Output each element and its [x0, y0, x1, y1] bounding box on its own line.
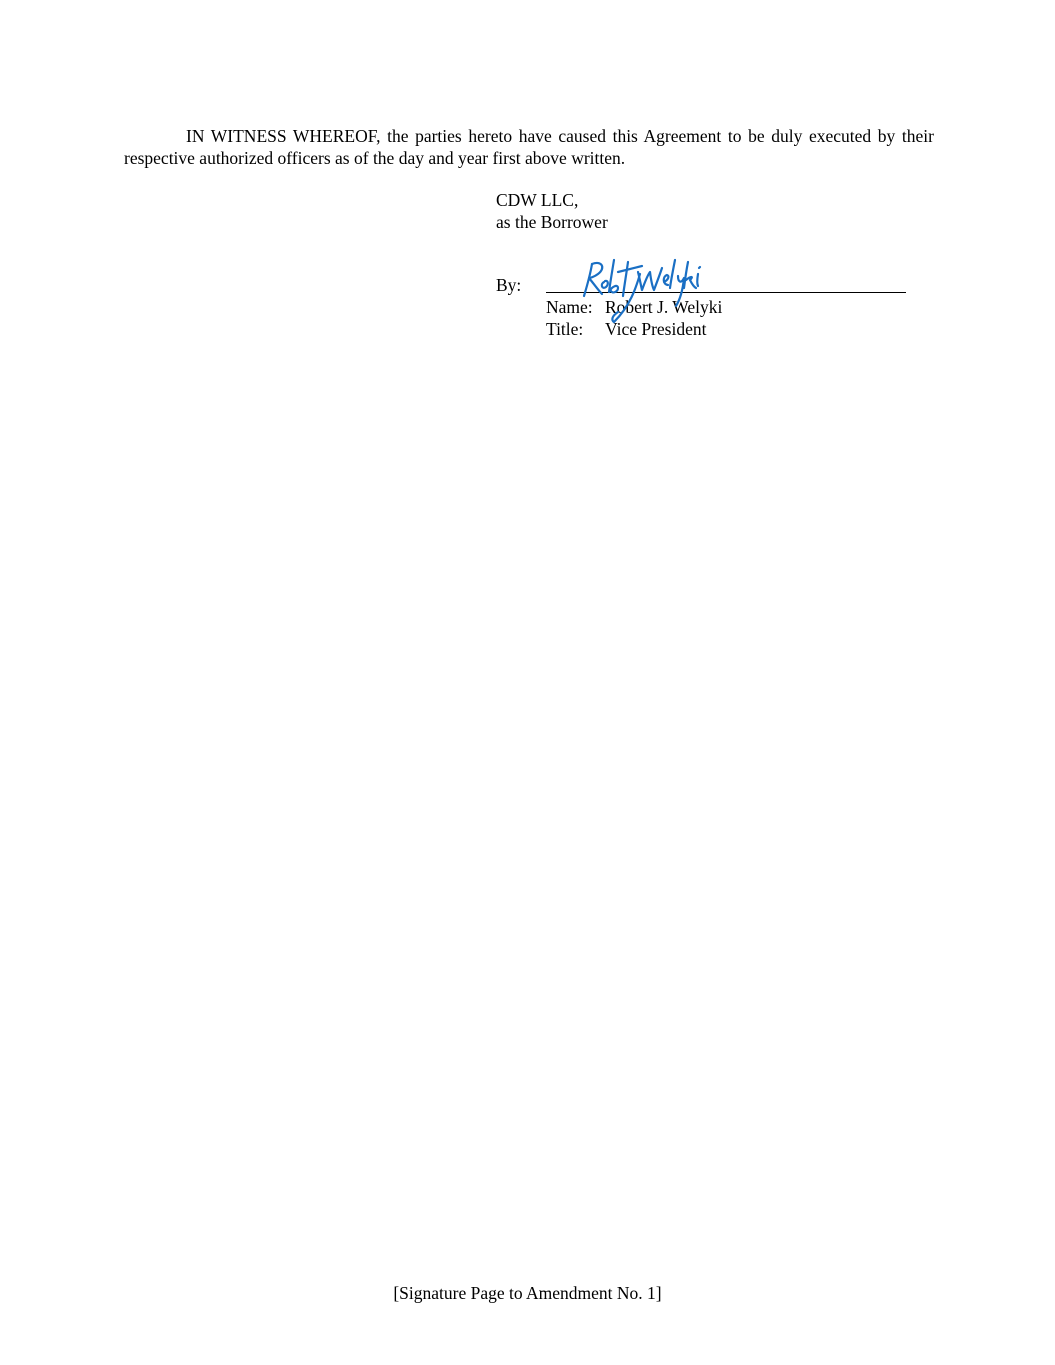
signature-rule: [546, 292, 906, 293]
name-row: [546, 296, 906, 318]
footer-caption: [Signature Page to Amendment No. 1]: [393, 1283, 662, 1303]
signatory-block: [496, 189, 916, 233]
title-value: Vice President: [605, 319, 707, 339]
by-label: By:: [496, 275, 522, 295]
signatory-role: as the Borrower: [496, 212, 608, 232]
name-title-block: [546, 296, 906, 340]
name-label: Name:: [546, 297, 593, 317]
company-name: CDW LLC,: [496, 190, 579, 210]
witness-paragraph: IN WITNESS WHEREOF, the parties hereto have caused this Agreement to be duly executed by their respective authorized officers as of the day and year first above written.: [124, 126, 934, 168]
signature-line-row: [496, 274, 916, 298]
name-value: Robert J. Welyki: [605, 297, 723, 317]
title-label: Title:: [546, 319, 584, 339]
title-row: [546, 318, 906, 340]
